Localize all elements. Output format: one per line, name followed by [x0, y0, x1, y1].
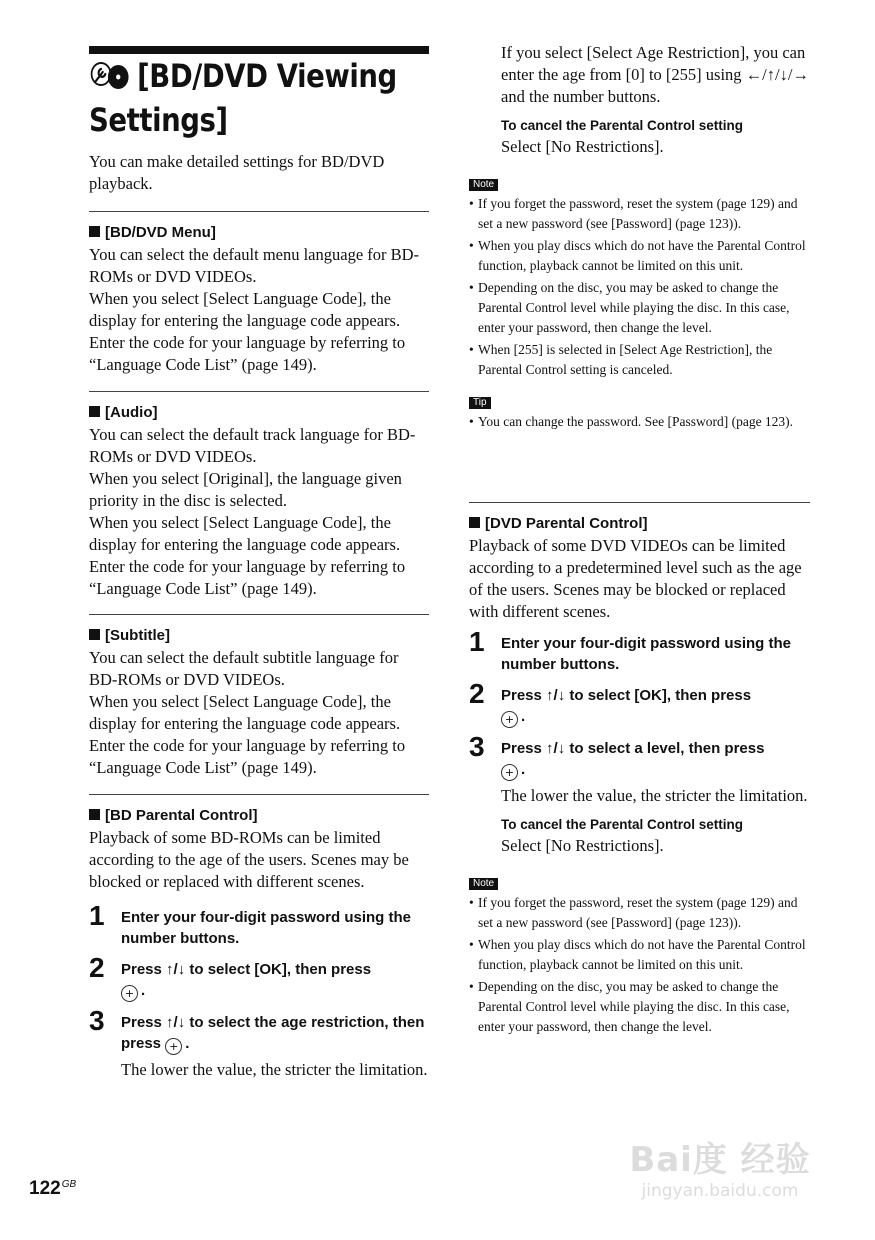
paragraph: You can select the default track language for BD-ROMs or DVD VIDEOs.: [89, 425, 416, 466]
paragraph: When you select [Select Language Code], the display for entering the language code appears. Enter the code for your language by referring to “Language Code List” (page 149).: [89, 289, 406, 374]
page-number: $122^{GB}$: [29, 1178, 77, 1199]
paragraph: You can select the default menu language for BD-ROMs or DVD VIDEOs.: [89, 245, 420, 286]
square-bullet-icon: [469, 517, 480, 528]
title-line-1: [BD/DVD Viewing: [137, 57, 397, 95]
enter-button-icon: +: [121, 985, 138, 1002]
note-list: [469, 893, 810, 1037]
step-number: 1: [89, 900, 105, 931]
tip-list: [469, 412, 810, 432]
wrench-icon: [89, 61, 132, 91]
divider: [89, 794, 429, 795]
list-item: • If you forget the password, reset the system (page 129) and set a new password (see [Password] (page 123)).: [469, 194, 810, 234]
paragraph: Select [No Restrictions].: [501, 836, 664, 855]
square-bullet-icon: [89, 809, 100, 820]
step-1: [469, 626, 810, 675]
step-number: 2: [469, 678, 485, 709]
list-item: • When you play discs which do not have the Parental Control function, playback cannot be limited on this unit.: [469, 935, 810, 975]
divider: [469, 502, 810, 503]
list-item: • Depending on the disc, you may be asked to change the Parental Control level while playing the disc. In this case, enter your password, then change the level.: [469, 977, 810, 1037]
section-heading: [Subtitle]: [89, 626, 429, 646]
section-audio: [89, 391, 429, 600]
tip-badge: Tip: [469, 397, 491, 409]
paragraph: Select [No Restrictions].: [501, 137, 664, 156]
enter-button-icon: +: [165, 1038, 182, 1055]
enter-button-icon: +: [501, 711, 518, 728]
watermark-logo: Bai度 经验: [629, 1140, 811, 1180]
title-line-2: Settings]: [89, 101, 228, 139]
paragraph: Playback of some BD-ROMs can be limited according to the age of the users. Scenes may be blocked or replaced with different scenes.: [89, 828, 409, 891]
note-list: [469, 194, 810, 380]
paragraph: When you select [Select Language Code], the display for entering the language code appears. Enter the code for your language by referring to “Language Code List” (page 149).: [89, 513, 406, 598]
step-3: 3 Press ↑/↓ to select the age restriction, then press + .: [89, 1005, 425, 1053]
watermark-url: jingyan.baidu.com: [641, 1181, 799, 1201]
note-badge: Note: [469, 878, 498, 890]
section-bd-parental-control: [89, 794, 429, 1081]
paragraph: When you select [Select Language Code], the display for entering the language code appears. Enter the code for your language by referring to “Language Code List” (page 149).: [89, 692, 406, 777]
section-heading: [BD Parental Control]: [89, 806, 429, 826]
step-1: [89, 900, 429, 949]
paragraph: The lower the value, the stricter the limitation.: [121, 1060, 428, 1079]
divider: [89, 211, 429, 212]
title-bar: [89, 46, 429, 54]
section-dvd-parental-control: [469, 502, 810, 1039]
list-item: • When you play discs which do not have the Parental Control function, playback cannot be limited on this unit.: [469, 236, 810, 276]
paragraph: The lower the value, the stricter the limitation.: [501, 786, 808, 805]
list-item: • You can change the password. See [Password] (page 123).: [469, 412, 810, 432]
step-text: Press ↑/↓ to select [OK], then press: [501, 687, 752, 704]
paragraph: Playback of some DVD VIDEOs can be limited according to a predetermined level such as the age of the users. Scenes may be blocked or replaced with different scenes.: [469, 536, 802, 621]
list-item: • When [255] is selected in [Select Age Restriction], the Parental Control setting is canceled.: [469, 340, 810, 380]
enter-button-icon: +: [501, 764, 518, 781]
step-text: Enter your four-digit password using the number buttons.: [501, 635, 792, 673]
cancel-heading: To cancel the Parental Control setting: [501, 118, 744, 133]
divider: [89, 614, 429, 615]
paragraph: You can select the default subtitle language for BD-ROMs or DVD VIDEOs.: [89, 648, 399, 689]
page-title: [89, 56, 397, 140]
step-text: Press ↑/↓ to select [OK], then press: [121, 961, 372, 978]
step-number: 2: [89, 952, 105, 983]
step-number: 1: [469, 626, 485, 657]
section-heading: [DVD Parental Control]: [469, 514, 810, 534]
section-heading: [BD/DVD Menu]: [89, 223, 429, 243]
step-2: 2 Press ↑/↓ to select [OK], then press + .: [89, 952, 372, 1000]
section-heading: [Audio]: [89, 403, 429, 423]
note-badge: Note: [469, 179, 498, 191]
step-number: 3: [89, 1005, 105, 1036]
step-text: Press ↑/↓ to select the age restriction, then press: [121, 1014, 425, 1052]
list-item: • Depending on the disc, you may be asked to change the Parental Control level while playing the disc. In this case, enter your password, then change the level.: [469, 278, 810, 338]
step-text: Press ↑/↓ to select a level, then press: [501, 740, 765, 757]
title-icons: [89, 60, 132, 100]
step-number: 3: [469, 731, 485, 762]
section-subtitle: [89, 614, 429, 779]
square-bullet-icon: [89, 629, 100, 640]
divider: [89, 391, 429, 392]
square-bullet-icon: [89, 226, 100, 237]
bd-parental-continued: [469, 42, 810, 434]
square-bullet-icon: [89, 406, 100, 417]
step-3: 3 Press ↑/↓ to select a level, then press + .: [469, 731, 765, 779]
step-2: 2 Press ↑/↓ to select [OK], then press + .: [469, 678, 752, 726]
step-text: Enter your four-digit password using the number buttons.: [121, 909, 412, 947]
list-item: • If you forget the password, reset the system (page 129) and set a new password (see [Password] (page 123)).: [469, 893, 810, 933]
paragraph: When you select [Original], the language given priority in the disc is selected.: [89, 469, 402, 510]
section-bd-dvd-menu: [89, 211, 429, 376]
intro-text: You can make detailed settings for BD/DVD playback.: [89, 152, 385, 193]
cancel-heading: To cancel the Parental Control setting: [501, 817, 744, 832]
paragraph: If you select [Select Age Restriction], you can enter the age from [0] to [255] using ←/↑/↓/→ and the number buttons.: [501, 43, 809, 106]
watermark: [620, 1140, 820, 1202]
